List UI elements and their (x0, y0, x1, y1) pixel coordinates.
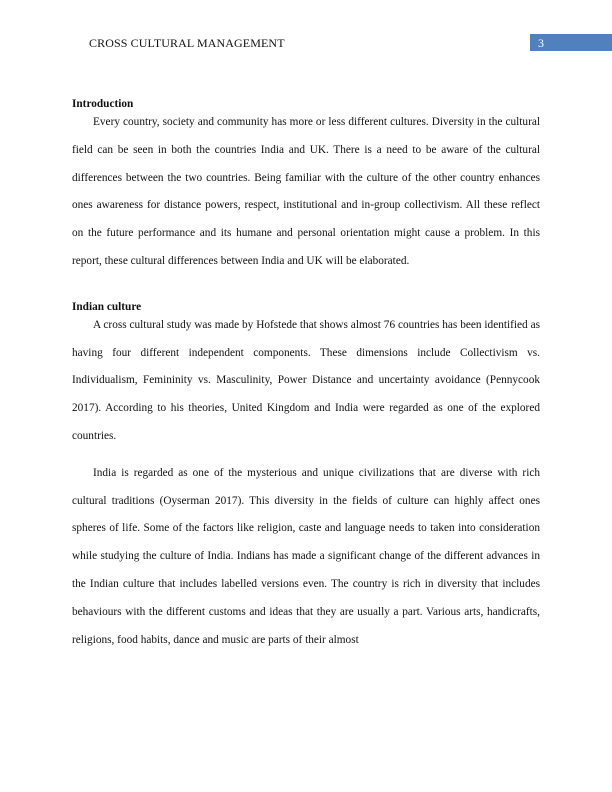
section-heading-indian-culture: Indian culture (72, 300, 142, 313)
page-number-box (530, 34, 612, 51)
page-number: 3 (538, 36, 544, 50)
paragraph-hofstede-study: A cross cultural study was made by Hofstede that shows almost 76 countries has been identified as having four different independent components. These dimensions include Collectivism vs. Individualism, Femininity vs. Masculinity, Power Distance and uncertainty avoidance (Pennycook 2017). According to his theories, United Kingdom and India were regarded as one of the explored countries. (72, 318, 540, 442)
running-head: CROSS CULTURAL MANAGEMENT (89, 36, 285, 50)
section-heading-introduction: Introduction (72, 98, 134, 110)
paragraph-introduction: Every country, society and community has more or less different cultures. Diversity in the cultural field can be seen in both the countries India and UK. There is a need to be aware of the cultural differences between the two countries. Being familiar with the culture of the other country enhances ones awareness for distance powers, respect, institutional and in-group collectivism. All these reflect on the future performance and its humane and personal orientation might cause a problem. In this report, these cultural differences between India and UK will be elaborated. (72, 116, 540, 267)
document-body (72, 96, 540, 654)
paragraph-indian-diversity: India is regarded as one of the mysterious and unique civilizations that are diverse with rich cultural traditions (Oyserman 2017). This diversity in the fields of culture can highly affect ones spheres of life. Some of the factors like religion, caste and language needs to taken into consideration while studying the culture of India. Indians has made a significant change of the different advances in the Indian culture that includes labelled versions even. The country is rich in diversity that includes behaviours with the different customs and ideas that they are usually a part. Various arts, handicrafts, religions, food habits, dance and music are parts of their almost (72, 466, 540, 646)
page-header (89, 34, 612, 52)
